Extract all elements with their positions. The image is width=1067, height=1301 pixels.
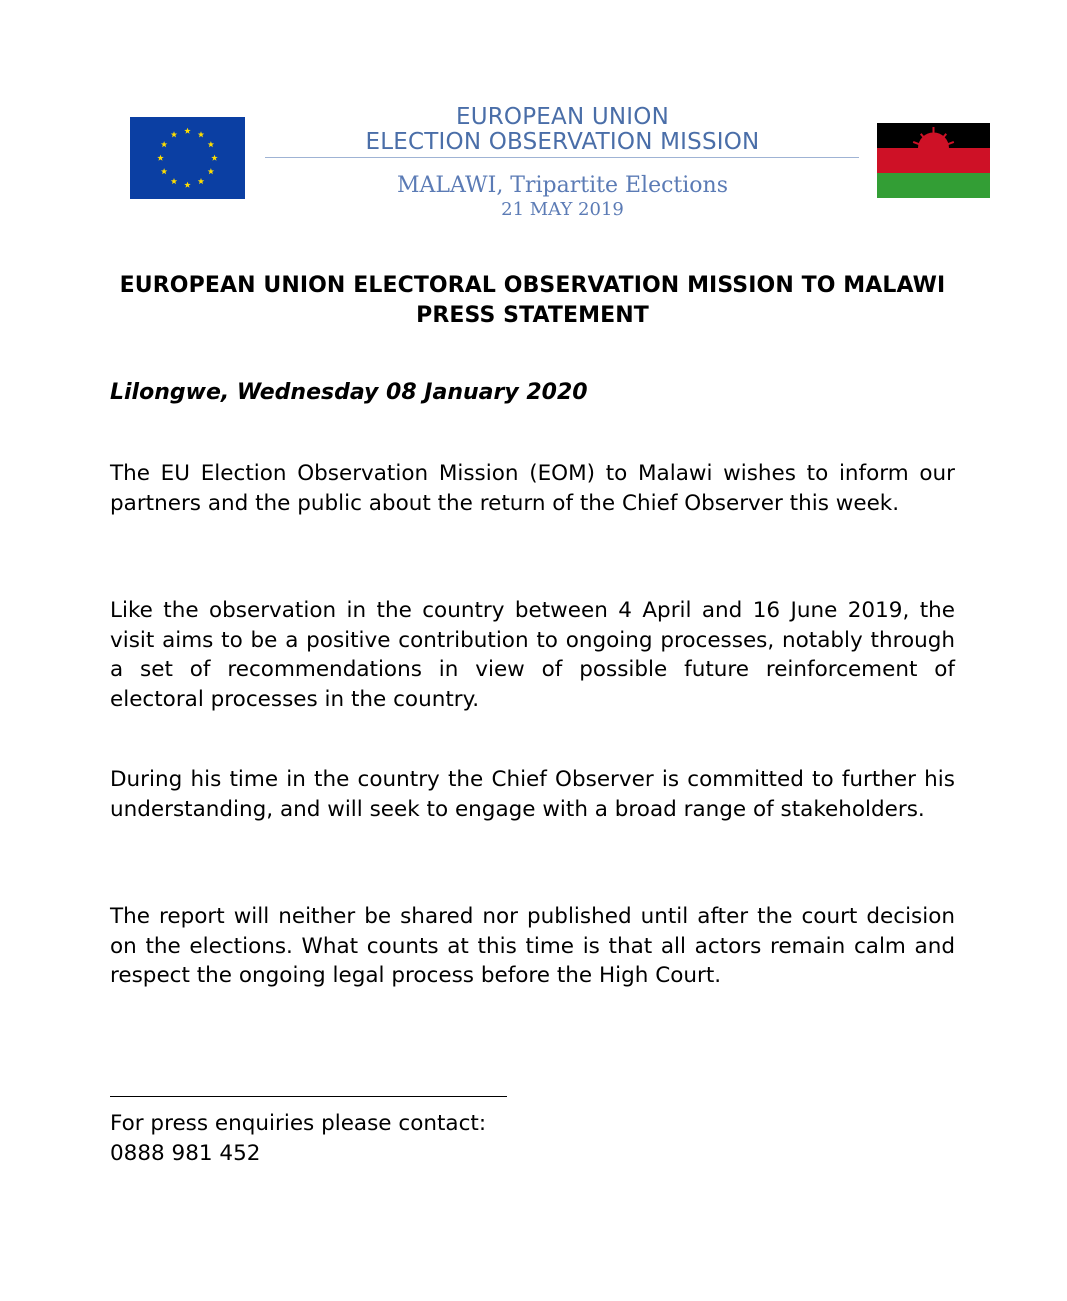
contact-label: For press enquiries please contact: (110, 1111, 487, 1136)
eu-flag-icon (130, 117, 245, 199)
footer-divider (110, 1096, 507, 1097)
document-subtitle: PRESS STATEMENT (416, 303, 649, 328)
header-country-line: MALAWI, Tripartite Elections (397, 173, 728, 198)
dateline: Lilongwe, Wednesday 08 January 2020 (110, 380, 588, 405)
header-divider (265, 157, 859, 158)
paragraph-1: The EU Election Observation Mission (EOM) to Malawi wishes to inform our partners and the public about the return of the Chief Observer this week. (110, 461, 955, 516)
header-date-line: 21 MAY 2019 (501, 199, 624, 220)
header-title-line2: ELECTION OBSERVATION MISSION (365, 129, 760, 155)
document-title: EUROPEAN UNION ELECTORAL OBSERVATION MISSION TO MALAWI (119, 273, 946, 298)
paragraph-2: Like the observation in the country between 4 April and 16 June 2019, the visit aims to be a positive contribution to ongoing processes, notably through a set of recommendations in view of possible future reinforcement of electoral processes in the country. (110, 598, 955, 712)
paragraph-4: The report will neither be shared nor published until after the court decision on the elections. What counts at this time is that all actors remain calm and respect the ongoing legal process before the High Court. (110, 904, 955, 988)
paragraph-3: During his time in the country the Chief Observer is committed to further his understanding, and will seek to engage with a broad range of stakeholders. (110, 767, 955, 822)
contact-phone: 0888 981 452 (110, 1141, 261, 1166)
malawi-flag-icon (877, 123, 990, 198)
header-title-line1: EUROPEAN UNION (455, 104, 670, 130)
